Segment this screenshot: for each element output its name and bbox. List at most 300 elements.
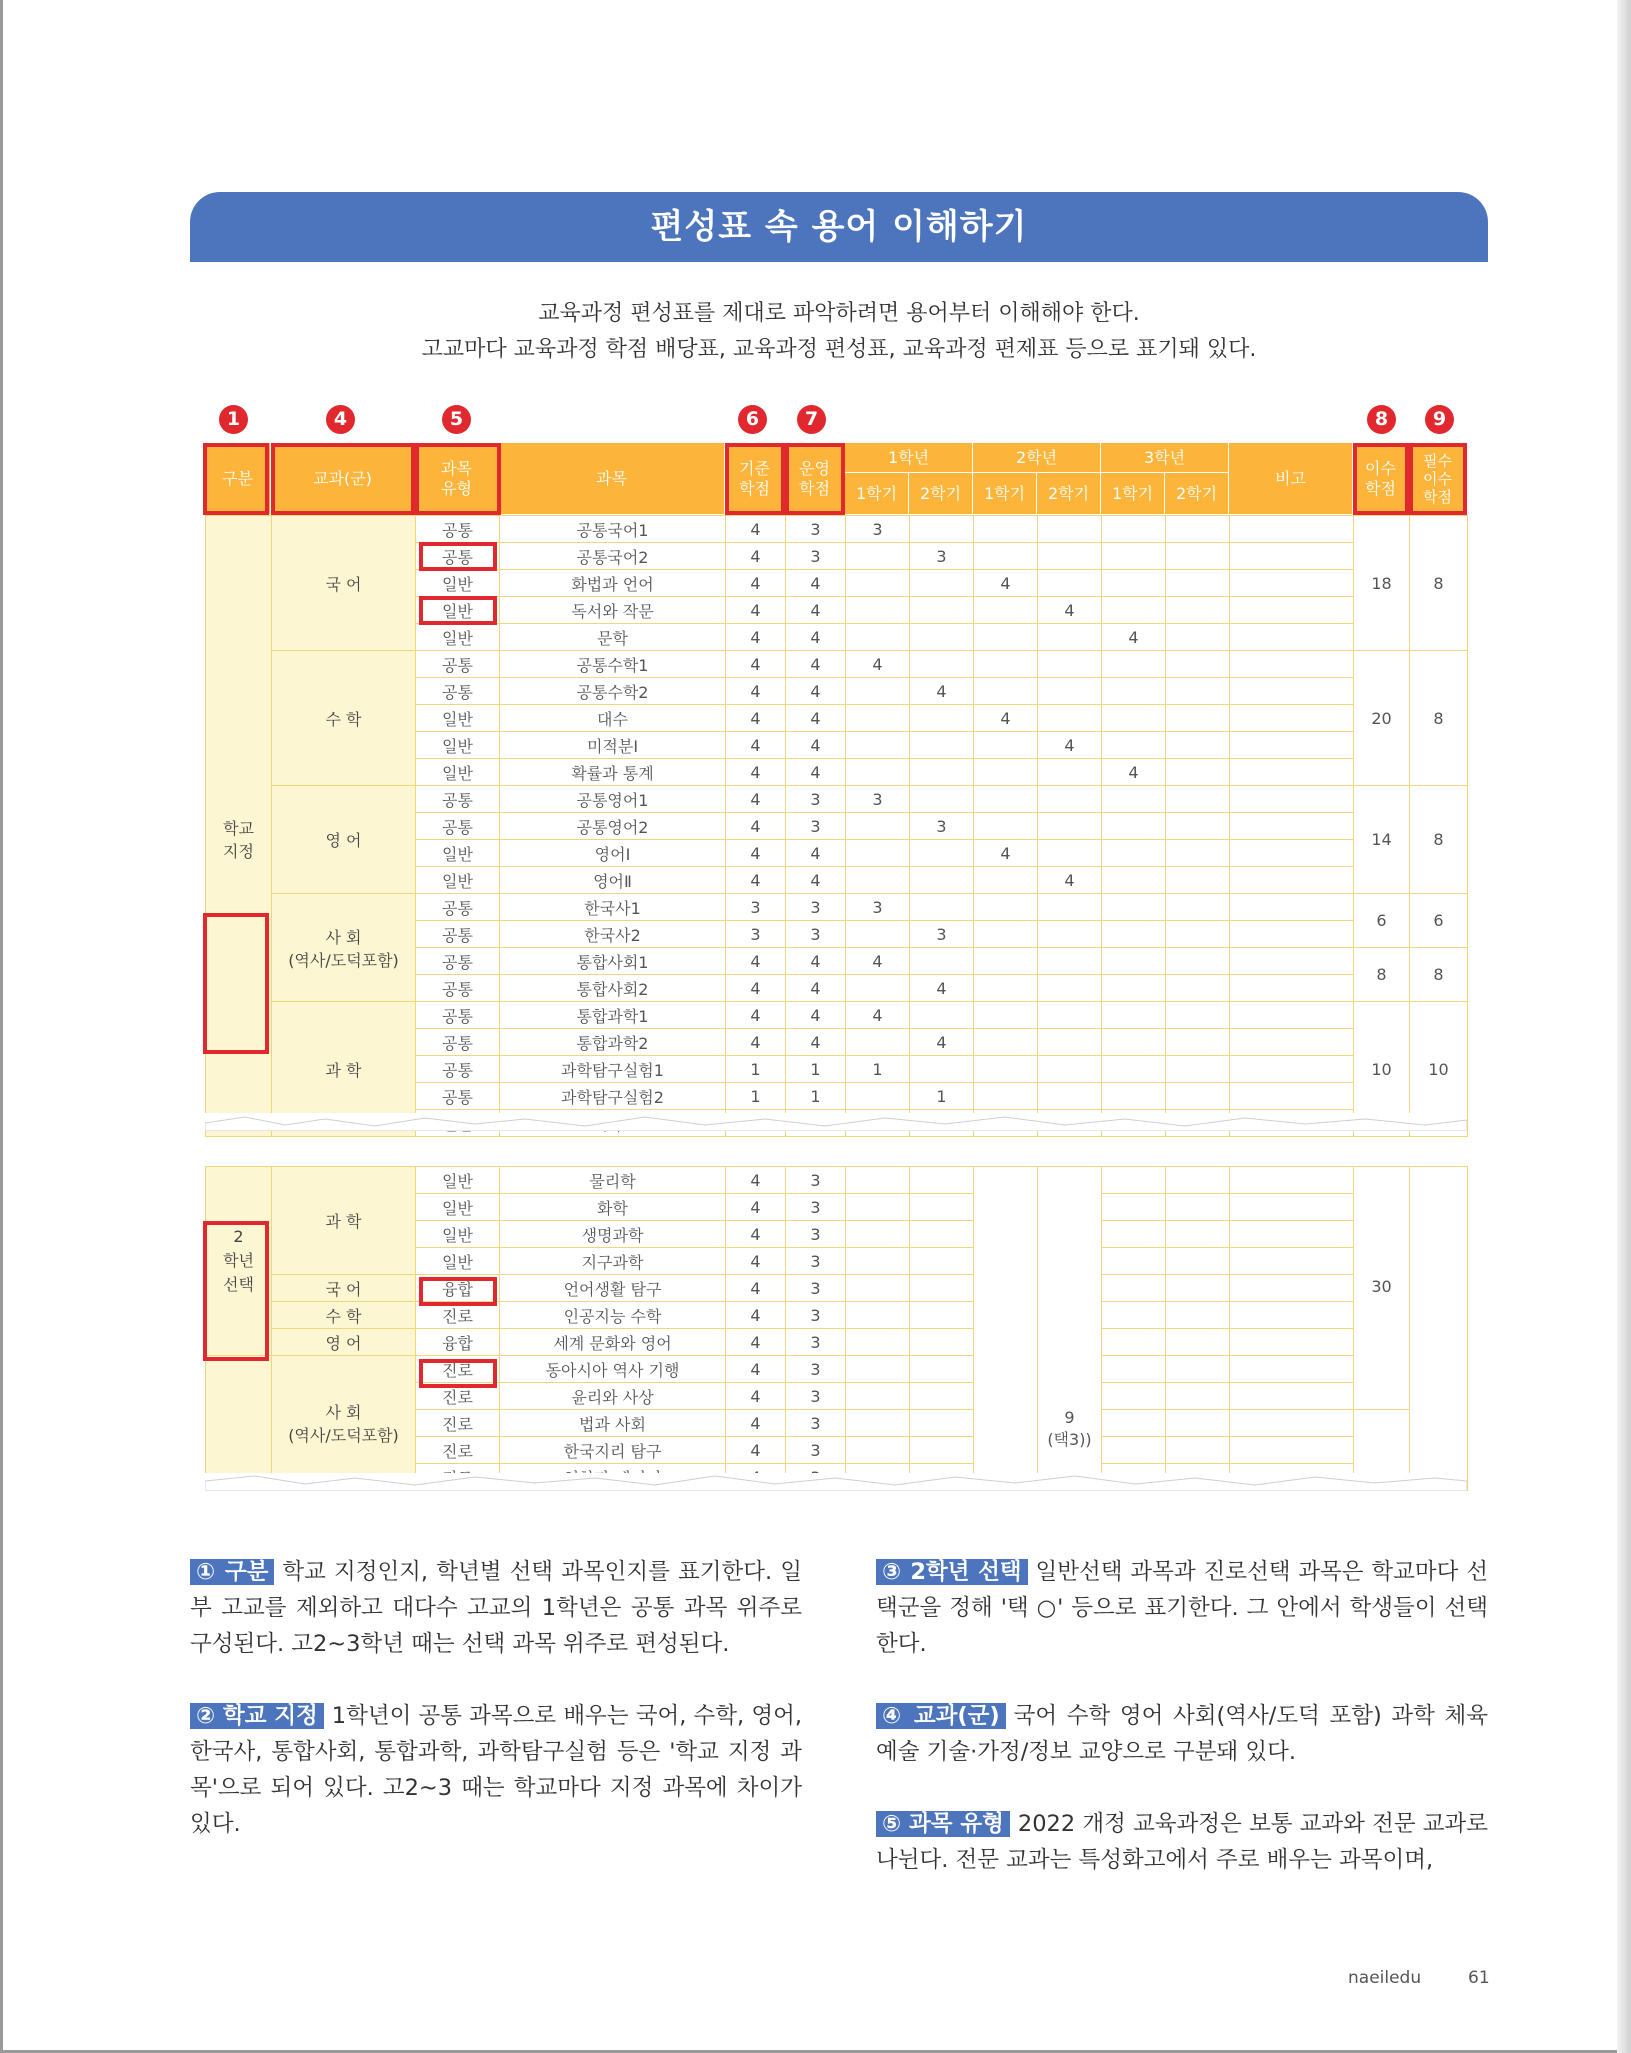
marker-6: 6 bbox=[738, 405, 767, 434]
note-cell bbox=[1230, 1029, 1354, 1056]
header-g2-sem1: 1학기 bbox=[973, 473, 1037, 515]
semester-credit bbox=[974, 516, 1038, 543]
semester-credit bbox=[1166, 1329, 1230, 1356]
semester-credit bbox=[1102, 813, 1166, 840]
note-cell bbox=[1230, 732, 1354, 759]
marker-9: 9 bbox=[1425, 405, 1454, 434]
semester-credit bbox=[1038, 921, 1102, 948]
highlight-type-gongtong bbox=[419, 542, 497, 571]
semester-credit bbox=[1102, 1410, 1166, 1437]
course-type: 융합 bbox=[416, 1329, 500, 1356]
header-g1-sem2: 2학기 bbox=[909, 473, 973, 515]
note-cell bbox=[1230, 948, 1354, 975]
table-row bbox=[206, 1302, 1468, 1329]
note-cell bbox=[1230, 678, 1354, 705]
elective-pick-rule: (택3)) bbox=[1047, 1430, 1092, 1449]
semester-credit bbox=[910, 1383, 974, 1410]
semester-credit bbox=[1102, 921, 1166, 948]
semester-credit: 4 bbox=[974, 570, 1038, 597]
subject-group bbox=[272, 786, 416, 894]
course-type: 공통 bbox=[416, 678, 500, 705]
course-type: 공통 bbox=[416, 921, 500, 948]
semester-credit bbox=[974, 597, 1038, 624]
standard-credit: 4 bbox=[726, 1410, 786, 1437]
curriculum-table-top bbox=[205, 515, 1468, 1137]
mandatory-credit bbox=[1410, 1167, 1468, 1491]
required-credit: 8 bbox=[1354, 948, 1410, 1002]
description-1 bbox=[190, 1554, 802, 1662]
category-blank bbox=[206, 1356, 272, 1491]
header-g3-sem1: 1학기 bbox=[1101, 473, 1165, 515]
semester-credit bbox=[910, 624, 974, 651]
mandatory-credit: 10 bbox=[1410, 1002, 1468, 1137]
operating-credit: 1 bbox=[786, 1083, 846, 1110]
standard-credit: 1 bbox=[726, 1056, 786, 1083]
operating-credit: 4 bbox=[786, 1029, 846, 1056]
semester-credit bbox=[910, 948, 974, 975]
course-type: 공통 bbox=[416, 948, 500, 975]
semester-credit bbox=[1102, 1167, 1166, 1194]
semester-credit bbox=[910, 840, 974, 867]
operating-credit: 4 bbox=[786, 597, 846, 624]
semester-credit bbox=[974, 759, 1038, 786]
operating-credit: 4 bbox=[786, 948, 846, 975]
standard-credit: 4 bbox=[726, 840, 786, 867]
note-cell bbox=[1230, 1356, 1354, 1383]
course-type: 융합 bbox=[416, 1275, 500, 1302]
table-row bbox=[206, 1167, 1468, 1194]
course-name: 통합과학1 bbox=[500, 1002, 726, 1029]
subject-group-label: 영 어 bbox=[325, 831, 362, 850]
mandatory-credit: 8 bbox=[1410, 948, 1468, 1002]
note-cell bbox=[1230, 1329, 1354, 1356]
note-cell bbox=[1230, 516, 1354, 543]
header-must-line3: 학점 bbox=[1423, 487, 1452, 506]
semester-credit bbox=[974, 1002, 1038, 1029]
semester-credit bbox=[846, 1437, 910, 1464]
semester-credit bbox=[1166, 1275, 1230, 1302]
semester-credit bbox=[846, 1275, 910, 1302]
semester-credit bbox=[910, 1302, 974, 1329]
semester-credit bbox=[1166, 1356, 1230, 1383]
standard-credit: 4 bbox=[726, 1329, 786, 1356]
operating-credit: 4 bbox=[786, 678, 846, 705]
course-name: 문학 bbox=[500, 624, 726, 651]
semester-credit bbox=[1102, 1437, 1166, 1464]
semester-credit bbox=[1166, 1002, 1230, 1029]
course-type: 일반 bbox=[416, 570, 500, 597]
standard-credit: 4 bbox=[726, 624, 786, 651]
semester-credit bbox=[1166, 1056, 1230, 1083]
semester-credit bbox=[846, 1029, 910, 1056]
highlight-school bbox=[203, 913, 269, 1054]
mandatory-credit: 8 bbox=[1410, 786, 1468, 894]
semester-credit: 4 bbox=[1038, 597, 1102, 624]
semester-credit bbox=[1166, 1383, 1230, 1410]
semester-credit bbox=[1166, 651, 1230, 678]
semester-credit: 3 bbox=[846, 786, 910, 813]
operating-credit: 4 bbox=[786, 732, 846, 759]
table-row bbox=[206, 1002, 1468, 1029]
course-name: 화법과 언어 bbox=[500, 570, 726, 597]
note-cell bbox=[1230, 651, 1354, 678]
category-school-designated: 학교 지정 bbox=[206, 516, 272, 1137]
note-cell bbox=[1230, 1302, 1354, 1329]
header-grade3: 3학년 bbox=[1101, 443, 1229, 473]
semester-credit bbox=[1102, 975, 1166, 1002]
standard-credit: 4 bbox=[726, 1356, 786, 1383]
semester-credit bbox=[1102, 867, 1166, 894]
semester-credit bbox=[1038, 1002, 1102, 1029]
standard-credit: 4 bbox=[726, 813, 786, 840]
header-must-line1: 필수 bbox=[1423, 451, 1452, 470]
semester-credit: 4 bbox=[846, 1002, 910, 1029]
semester-credit bbox=[1038, 543, 1102, 570]
course-name: 생명과학 bbox=[500, 1221, 726, 1248]
semester-credit: 1 bbox=[846, 1056, 910, 1083]
header-type-line1: 과목 bbox=[441, 458, 472, 478]
required-credit: 10 bbox=[1354, 1002, 1410, 1137]
operating-credit: 3 bbox=[786, 786, 846, 813]
semester-credit bbox=[1038, 570, 1102, 597]
semester-credit bbox=[1038, 786, 1102, 813]
marker-7: 7 bbox=[797, 405, 826, 434]
course-type: 공통 bbox=[416, 1056, 500, 1083]
semester-credit bbox=[974, 1029, 1038, 1056]
semester-credit bbox=[1166, 1221, 1230, 1248]
semester-credit bbox=[1166, 543, 1230, 570]
marker-4: 4 bbox=[326, 405, 355, 434]
operating-credit: 3 bbox=[786, 1275, 846, 1302]
course-type: 일반 bbox=[416, 867, 500, 894]
header-type-line2: 유형 bbox=[441, 478, 472, 498]
standard-credit: 4 bbox=[726, 786, 786, 813]
operating-credit: 3 bbox=[786, 1221, 846, 1248]
semester-credit bbox=[1038, 894, 1102, 921]
highlight-type-ilban bbox=[419, 596, 497, 625]
course-type: 공통 bbox=[416, 651, 500, 678]
operating-credit: 3 bbox=[786, 1329, 846, 1356]
course-name: 공통영어1 bbox=[500, 786, 726, 813]
course-type: 공통 bbox=[416, 975, 500, 1002]
standard-credit: 4 bbox=[726, 1248, 786, 1275]
semester-credit bbox=[1166, 759, 1230, 786]
semester-credit: 4 bbox=[974, 840, 1038, 867]
course-type: 일반 bbox=[416, 597, 500, 624]
semester-credit bbox=[910, 1275, 974, 1302]
course-type: 일반 bbox=[416, 1167, 500, 1194]
semester-credit: 3 bbox=[910, 813, 974, 840]
torn-edge-bottom bbox=[205, 1473, 1467, 1491]
semester-credit bbox=[1102, 948, 1166, 975]
semester-credit bbox=[1166, 705, 1230, 732]
subject-group bbox=[272, 1329, 416, 1356]
subject-group bbox=[272, 1275, 416, 1302]
semester-credit bbox=[910, 597, 974, 624]
semester-credit-merged bbox=[974, 1167, 1038, 1491]
course-name: 한국지리 탐구 bbox=[500, 1437, 726, 1464]
semester-credit bbox=[910, 786, 974, 813]
description-4 bbox=[876, 1698, 1488, 1770]
semester-credit bbox=[846, 543, 910, 570]
highlight-type bbox=[415, 443, 501, 515]
standard-credit: 4 bbox=[726, 1383, 786, 1410]
semester-credit bbox=[1038, 651, 1102, 678]
semester-credit bbox=[1102, 543, 1166, 570]
course-name: 윤리와 사상 bbox=[500, 1383, 726, 1410]
header-g3-sem2: 2학기 bbox=[1165, 473, 1229, 515]
semester-credit bbox=[1102, 597, 1166, 624]
course-name: 동아시아 역사 기행 bbox=[500, 1356, 726, 1383]
course-name: 인공지능 수학 bbox=[500, 1302, 726, 1329]
note-cell bbox=[1230, 1056, 1354, 1083]
description-3-text: 일반선택 과목과 진로선택 과목은 학교마다 선택군을 정해 '택 ○' 등으로 표기한다. 그 안에서 학생들이 선택한다. bbox=[876, 1559, 1488, 1657]
semester-credit bbox=[1166, 975, 1230, 1002]
semester-credit bbox=[1102, 894, 1166, 921]
course-type: 일반 bbox=[416, 759, 500, 786]
standard-credit: 3 bbox=[726, 921, 786, 948]
subject-group-label: 국 어 bbox=[325, 574, 362, 594]
standard-credit: 3 bbox=[726, 894, 786, 921]
subject-group-label: 사 회 bbox=[325, 1403, 362, 1422]
semester-credit bbox=[1102, 1329, 1166, 1356]
header-must-line2: 이수 bbox=[1423, 469, 1452, 488]
subject-group-label: 국 어 bbox=[325, 1279, 362, 1299]
elective-pick-note bbox=[1038, 1167, 1102, 1491]
top-table-body bbox=[206, 516, 1468, 1137]
bottom-table-body bbox=[206, 1167, 1468, 1491]
semester-credit bbox=[974, 732, 1038, 759]
operating-credit: 4 bbox=[786, 759, 846, 786]
course-name: 통합과학2 bbox=[500, 1029, 726, 1056]
subject-group bbox=[272, 651, 416, 786]
semester-credit bbox=[1166, 597, 1230, 624]
semester-credit bbox=[846, 867, 910, 894]
operating-credit: 4 bbox=[786, 867, 846, 894]
highlight-std bbox=[725, 443, 785, 515]
semester-credit bbox=[1166, 1194, 1230, 1221]
semester-credit bbox=[1102, 1002, 1166, 1029]
standard-credit: 4 bbox=[726, 1194, 786, 1221]
standard-credit: 4 bbox=[726, 1221, 786, 1248]
semester-credit: 4 bbox=[910, 1029, 974, 1056]
semester-credit bbox=[910, 516, 974, 543]
header-g2-sem2: 2학기 bbox=[1037, 473, 1101, 515]
standard-credit: 4 bbox=[726, 543, 786, 570]
category-grade2-elective: 2 학년 선택 bbox=[206, 1167, 272, 1356]
semester-credit bbox=[974, 543, 1038, 570]
semester-credit: 4 bbox=[910, 975, 974, 1002]
note-cell bbox=[1230, 570, 1354, 597]
semester-credit bbox=[1166, 1437, 1230, 1464]
semester-credit bbox=[846, 975, 910, 1002]
semester-credit bbox=[846, 1410, 910, 1437]
course-name: 영어Ⅰ bbox=[500, 840, 726, 867]
semester-credit bbox=[1102, 786, 1166, 813]
semester-credit bbox=[974, 867, 1038, 894]
subject-group bbox=[272, 1302, 416, 1329]
header-req-line2: 학점 bbox=[1365, 478, 1396, 498]
highlight-gubun bbox=[203, 443, 269, 515]
marker-1: 1 bbox=[219, 405, 248, 434]
required-credit: 20 bbox=[1354, 651, 1410, 786]
course-type: 일반 bbox=[416, 732, 500, 759]
standard-credit: 1 bbox=[726, 1083, 786, 1110]
standard-credit: 4 bbox=[726, 1275, 786, 1302]
operating-credit: 3 bbox=[786, 1167, 846, 1194]
course-type: 공통 bbox=[416, 894, 500, 921]
course-name: 화학 bbox=[500, 1194, 726, 1221]
semester-credit bbox=[1038, 840, 1102, 867]
note-cell bbox=[1230, 597, 1354, 624]
standard-credit: 4 bbox=[726, 975, 786, 1002]
semester-credit bbox=[846, 732, 910, 759]
description-5 bbox=[876, 1806, 1488, 1878]
note-cell bbox=[1230, 1275, 1354, 1302]
semester-credit bbox=[1102, 840, 1166, 867]
semester-credit bbox=[846, 1248, 910, 1275]
semester-credit bbox=[1166, 786, 1230, 813]
course-type: 진로 bbox=[416, 1410, 500, 1437]
header-gubun: 구분 bbox=[205, 443, 271, 515]
semester-credit bbox=[910, 1002, 974, 1029]
semester-credit: 4 bbox=[1102, 759, 1166, 786]
elective-pick-count: 9 bbox=[1064, 1408, 1075, 1427]
semester-credit: 3 bbox=[846, 516, 910, 543]
note-cell bbox=[1230, 840, 1354, 867]
semester-credit bbox=[1038, 975, 1102, 1002]
semester-credit bbox=[974, 624, 1038, 651]
semester-credit bbox=[910, 1437, 974, 1464]
semester-credit bbox=[846, 1083, 910, 1110]
semester-credit bbox=[910, 894, 974, 921]
operating-credit: 4 bbox=[786, 651, 846, 678]
semester-credit: 4 bbox=[974, 705, 1038, 732]
marker-8: 8 bbox=[1367, 405, 1396, 434]
semester-credit bbox=[910, 867, 974, 894]
semester-credit bbox=[974, 975, 1038, 1002]
subject-group-label: (역사/도덕포함) bbox=[288, 1426, 399, 1445]
semester-credit bbox=[846, 1329, 910, 1356]
semester-credit bbox=[1166, 570, 1230, 597]
semester-credit bbox=[910, 1221, 974, 1248]
semester-credit bbox=[1102, 678, 1166, 705]
semester-credit bbox=[846, 1194, 910, 1221]
note-cell bbox=[1230, 813, 1354, 840]
operating-credit: 3 bbox=[786, 1248, 846, 1275]
semester-credit bbox=[910, 1194, 974, 1221]
semester-credit bbox=[846, 1383, 910, 1410]
semester-credit bbox=[1038, 624, 1102, 651]
course-name: 독서와 작문 bbox=[500, 597, 726, 624]
course-type: 진로 bbox=[416, 1437, 500, 1464]
semester-credit bbox=[846, 1221, 910, 1248]
semester-credit bbox=[910, 1167, 974, 1194]
semester-credit bbox=[1038, 1029, 1102, 1056]
description-4-tag: ④ 교과(군) bbox=[876, 1703, 1006, 1729]
semester-credit bbox=[1102, 1056, 1166, 1083]
operating-credit: 3 bbox=[786, 1383, 846, 1410]
standard-credit: 4 bbox=[726, 516, 786, 543]
course-name: 공통수학1 bbox=[500, 651, 726, 678]
note-cell bbox=[1230, 759, 1354, 786]
semester-credit bbox=[910, 1410, 974, 1437]
course-type: 진로 bbox=[416, 1356, 500, 1383]
subject-group-label: 과 학 bbox=[325, 1060, 362, 1080]
course-name: 미적분Ⅰ bbox=[500, 732, 726, 759]
mandatory-credit: 8 bbox=[1410, 651, 1468, 786]
semester-credit bbox=[974, 651, 1038, 678]
course-name: 통합사회1 bbox=[500, 948, 726, 975]
operating-credit: 3 bbox=[786, 1410, 846, 1437]
semester-credit bbox=[1102, 651, 1166, 678]
description-5-tag: ⑤ 과목 유형 bbox=[876, 1811, 1010, 1837]
semester-credit bbox=[1102, 1275, 1166, 1302]
description-2-tag: ② 학교 지정 bbox=[190, 1703, 324, 1729]
table-row bbox=[206, 651, 1468, 678]
semester-credit bbox=[1166, 1248, 1230, 1275]
semester-credit bbox=[1166, 1029, 1230, 1056]
page-curl-shadow bbox=[1617, 0, 1631, 2053]
operating-credit: 3 bbox=[786, 894, 846, 921]
course-name: 과학탐구실험1 bbox=[500, 1056, 726, 1083]
semester-credit bbox=[1166, 624, 1230, 651]
description-4-text: 국어 수학 영어 사회(역사/도덕 포함) 과학 체육 예술 기술·가정/정보 교양으로 구분돼 있다. bbox=[876, 1703, 1488, 1765]
operating-credit: 4 bbox=[786, 1002, 846, 1029]
semester-credit bbox=[910, 1056, 974, 1083]
semester-credit bbox=[910, 759, 974, 786]
semester-credit bbox=[1102, 570, 1166, 597]
footer-brand: naeiledu bbox=[1348, 1968, 1422, 1988]
semester-credit bbox=[846, 624, 910, 651]
course-type: 일반 bbox=[416, 1221, 500, 1248]
semester-credit bbox=[1166, 1410, 1230, 1437]
operating-credit: 3 bbox=[786, 543, 846, 570]
operating-credit: 4 bbox=[786, 624, 846, 651]
semester-credit bbox=[846, 921, 910, 948]
intro-line-1: 교육과정 편성표를 제대로 파악하려면 용어부터 이해해야 한다. bbox=[538, 301, 1140, 326]
note-cell bbox=[1230, 1383, 1354, 1410]
semester-credit bbox=[1102, 1194, 1166, 1221]
semester-credit bbox=[1102, 1302, 1166, 1329]
curriculum-table-bottom bbox=[205, 1166, 1468, 1491]
semester-credit bbox=[910, 1356, 974, 1383]
semester-credit bbox=[910, 1329, 974, 1356]
standard-credit: 4 bbox=[726, 651, 786, 678]
semester-credit bbox=[1166, 867, 1230, 894]
table-row bbox=[206, 1275, 1468, 1302]
semester-credit bbox=[846, 570, 910, 597]
semester-credit bbox=[846, 597, 910, 624]
table-row bbox=[206, 1356, 1468, 1383]
intro-text bbox=[190, 296, 1488, 368]
subject-group-label: 과 학 bbox=[325, 1212, 362, 1231]
standard-credit: 4 bbox=[726, 705, 786, 732]
semester-credit bbox=[1166, 516, 1230, 543]
intro-line-2: 고교마다 교육과정 학점 배당표, 교육과정 편성표, 교육과정 편제표 등으로 표기돼 있다. bbox=[421, 337, 1257, 362]
course-type: 공통 bbox=[416, 516, 500, 543]
semester-credit bbox=[846, 705, 910, 732]
standard-credit: 4 bbox=[726, 867, 786, 894]
operating-credit: 3 bbox=[786, 1194, 846, 1221]
course-name: 세계 문화와 영어 bbox=[500, 1329, 726, 1356]
header-std-line2: 학점 bbox=[739, 478, 770, 498]
course-type: 공통 bbox=[416, 1083, 500, 1110]
standard-credit: 4 bbox=[726, 759, 786, 786]
note-cell bbox=[1230, 1002, 1354, 1029]
semester-credit: 3 bbox=[846, 894, 910, 921]
description-5-text: 2022 개정 교육과정은 보통 교과와 전문 교과로 나뉜다. 전문 교과는 특성화고에서 주로 배우는 과목이며, bbox=[876, 1811, 1488, 1873]
